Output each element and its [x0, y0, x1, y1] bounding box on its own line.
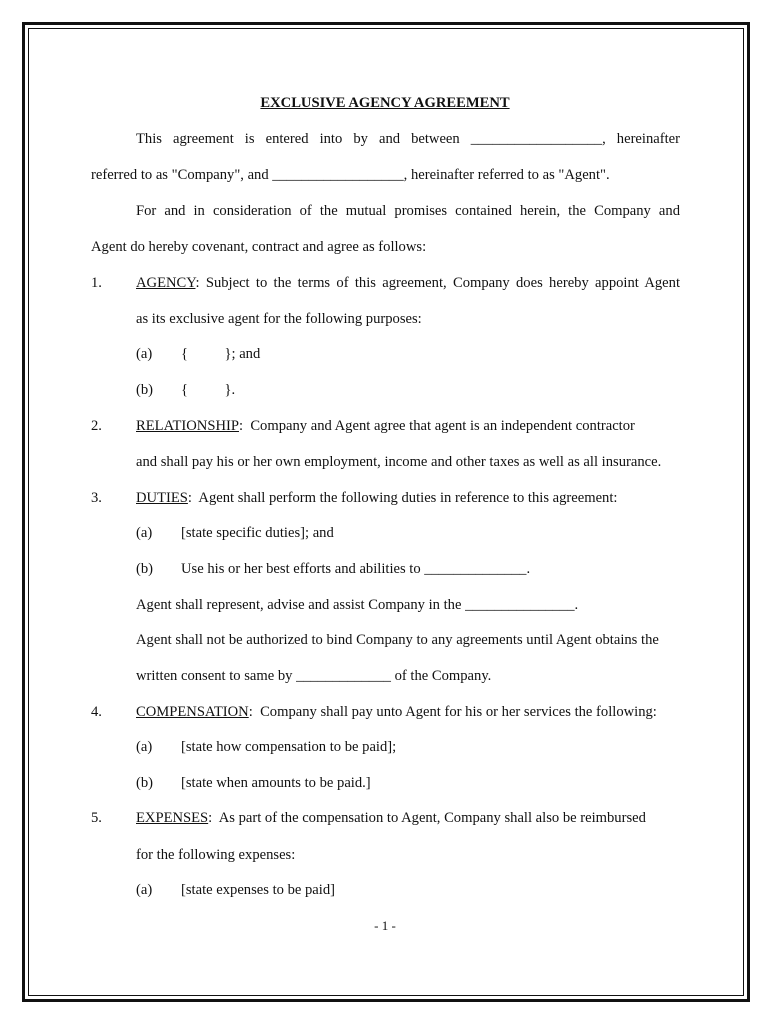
- intro-line-4: Agent do hereby covenant, contract and agree as follows:: [91, 239, 427, 255]
- section-2-line-2: and shall pay his or her own employment, income and other taxes as well as all insurance.: [136, 454, 662, 470]
- section-2-text-1: : Company and Agent agree that agent is an independent contractor: [238, 418, 635, 434]
- section-3-number: 3.: [91, 490, 102, 506]
- section-4-number: 4.: [91, 704, 102, 720]
- section-2-number: 2.: [91, 418, 102, 434]
- intro-line-3: For and in consideration of the mutual promises contained herein, the Company and: [136, 203, 680, 219]
- section-3-a-text: [state specific duties]; and: [181, 525, 334, 541]
- section-5-a-label: (a): [136, 882, 153, 898]
- section-5-number: 5.: [91, 810, 102, 826]
- intro-line-1: This agreement is entered into by and between __________________, hereinafter: [136, 131, 680, 147]
- section-4-b-text: [state when amounts to be paid.]: [181, 775, 371, 791]
- section-4-a-label: (a): [136, 739, 153, 755]
- section-3-line-4: written consent to same by _____________ of the Company.: [136, 668, 492, 684]
- section-5-a-text: [state expenses to be paid]: [181, 882, 335, 898]
- section-1-b-label: (b): [136, 382, 154, 398]
- page-number: - 1 -: [374, 918, 396, 933]
- section-4-a-text: [state how compensation to be paid];: [181, 739, 397, 755]
- section-2-heading: RELATIONSHIP: [136, 418, 239, 434]
- section-5-line-1: [136, 809, 646, 827]
- section-4-heading: COMPENSATION: [136, 704, 249, 720]
- section-4-line-1: [136, 703, 657, 721]
- section-3-line-1: [136, 489, 617, 507]
- document-title: EXCLUSIVE AGENCY AGREEMENT: [260, 95, 510, 111]
- section-2-line-1: [136, 417, 635, 435]
- section-3-text-1: : Agent shall perform the following duties in reference to this agreement:: [187, 490, 618, 506]
- section-3-line-2: Agent shall represent, advise and assist Company in the _______________.: [136, 597, 579, 613]
- section-1-heading: AGENCY: [136, 275, 196, 291]
- intro-line-2: referred to as "Company", and __________________, hereinafter referred to as "Agent".: [91, 167, 610, 183]
- section-5-text-1: : As part of the compensation to Agent, Company shall also be reimbursed: [208, 810, 646, 826]
- section-1-text-1: : Subject to the terms of this agreement, Company does hereby appoint Agent: [195, 275, 680, 291]
- section-3-b-label: (b): [136, 561, 154, 577]
- section-3-a-label: (a): [136, 525, 153, 541]
- section-3-b-text: Use his or her best efforts and abilities to ______________.: [181, 561, 531, 577]
- section-3-line-3: Agent shall not be authorized to bind Company to any agreements until Agent obtains the: [136, 632, 659, 648]
- section-1-a-label: (a): [136, 346, 153, 362]
- section-1-a-text: { }; and: [181, 346, 261, 362]
- section-1-number: 1.: [91, 275, 102, 291]
- section-5-heading: EXPENSES: [136, 810, 209, 826]
- section-1-line-1: [136, 274, 680, 292]
- section-3-heading: DUTIES: [136, 490, 188, 506]
- section-4-text-1: : Company shall pay unto Agent for his or her services the following:: [248, 704, 657, 720]
- section-1-line-2: as its exclusive agent for the following purposes:: [136, 311, 422, 327]
- section-1-b-text: { }.: [181, 382, 236, 398]
- section-4-b-label: (b): [136, 775, 154, 791]
- section-5-line-2: for the following expenses:: [136, 847, 296, 863]
